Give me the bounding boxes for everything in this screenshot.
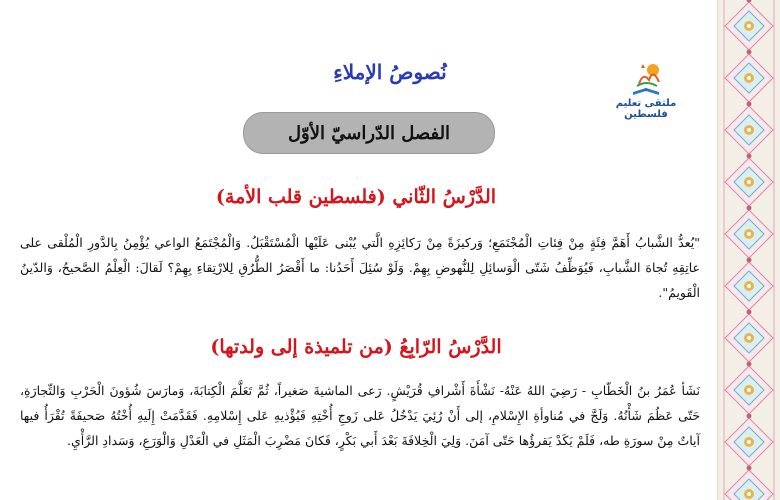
page-title: نُصوصُ الإملاءِ: [333, 60, 447, 84]
lesson-text: "يُعدُّ الشَّبابُ أَهَمَّ فِئَةٍ مِنْ فِئاتِ الْمُجْتَمَعِ؛ وَركيزَةً مِنْ رَكائِزِهِ الَّتي يُبْنى عَلَيْها الْمُسْتَقْبَلُ. وَالْمُجْتَمَعُ الواعي يُؤْمِنُ بِالدَّورِ الْمُلْقى على عاتِقِهِ تُجاهَ الشَّبابِ، فَيُوَظِّفُ شَتّى الْوَسائِلِ لِلنُّهوضِ بِهِمْ. وَلَوْ سُئِلَ أَحَدُنا: ما أَقْصَرُ الطُّرُقِ لِلارْتِقاءِ بِهِمْ؟ لَقالَ: الْعِلْمُ الصَّحيحُ، وَالدّينُ الْقَويمُ".: [20, 235, 700, 300]
semester-banner: الفصل الدّراسيّ الأوّل: [243, 112, 495, 154]
lesson-heading: الدَّرْسُ الرّابِعُ (من تلميذة إلى ولدتها): [210, 336, 502, 358]
lesson-heading: الدَّرْسُ الثّاني (فلسطين قلب الأمة): [215, 186, 497, 208]
site-logo: [603, 58, 689, 122]
logo-text: ملتقى تعليم فلسطين: [615, 98, 677, 120]
logo-icon: [603, 58, 689, 98]
decorative-border: [717, 0, 780, 500]
lesson-text: نَشَأ عُمَرُ بنُ الْخَطّابِ - رَضِيَ اللهُ عَنْهُ- نَشْأَةَ أَشْرافِ قُرَيْشٍ. رَعى الماشيةَ صَغيراً، ثُمَّ تَعَلَّمَ الْكِتابَةَ، وَمارَسَ شُؤونَ الْحَرْبِ وَالتِّجارَةِ، حَتّى عَظُمَ شَأْنُهُ. وَلَجَّ في مُناوأةِ الإِسْلامِ، إلى أَنْ رُئِيَ يَدْخُلُ عَلى زَوجِ أُخْتِهِ فَيُؤْذيهِ عَلى إِسْلامِهِ. فَقَدَّمَتْ إِلَيهِ أُخْتُهُ صَحيفَةً تُقْرَأُ فيها آياتٌ مِنْ سورَةِ طه، فَلَمْ يَكَدْ يَقرؤُها حَتّى آمَنَ. وَلِيَ الْخِلافَةَ بَعْدَ أَبي بَكْرٍ، فَكانَ مَضْرِبَ الْمَثَلِ في الْعَدْلِ وَالْوَرَعِ، وَسَدادِ الرَّأْيِ.: [20, 383, 700, 448]
ornament-pattern-icon: [718, 0, 780, 500]
